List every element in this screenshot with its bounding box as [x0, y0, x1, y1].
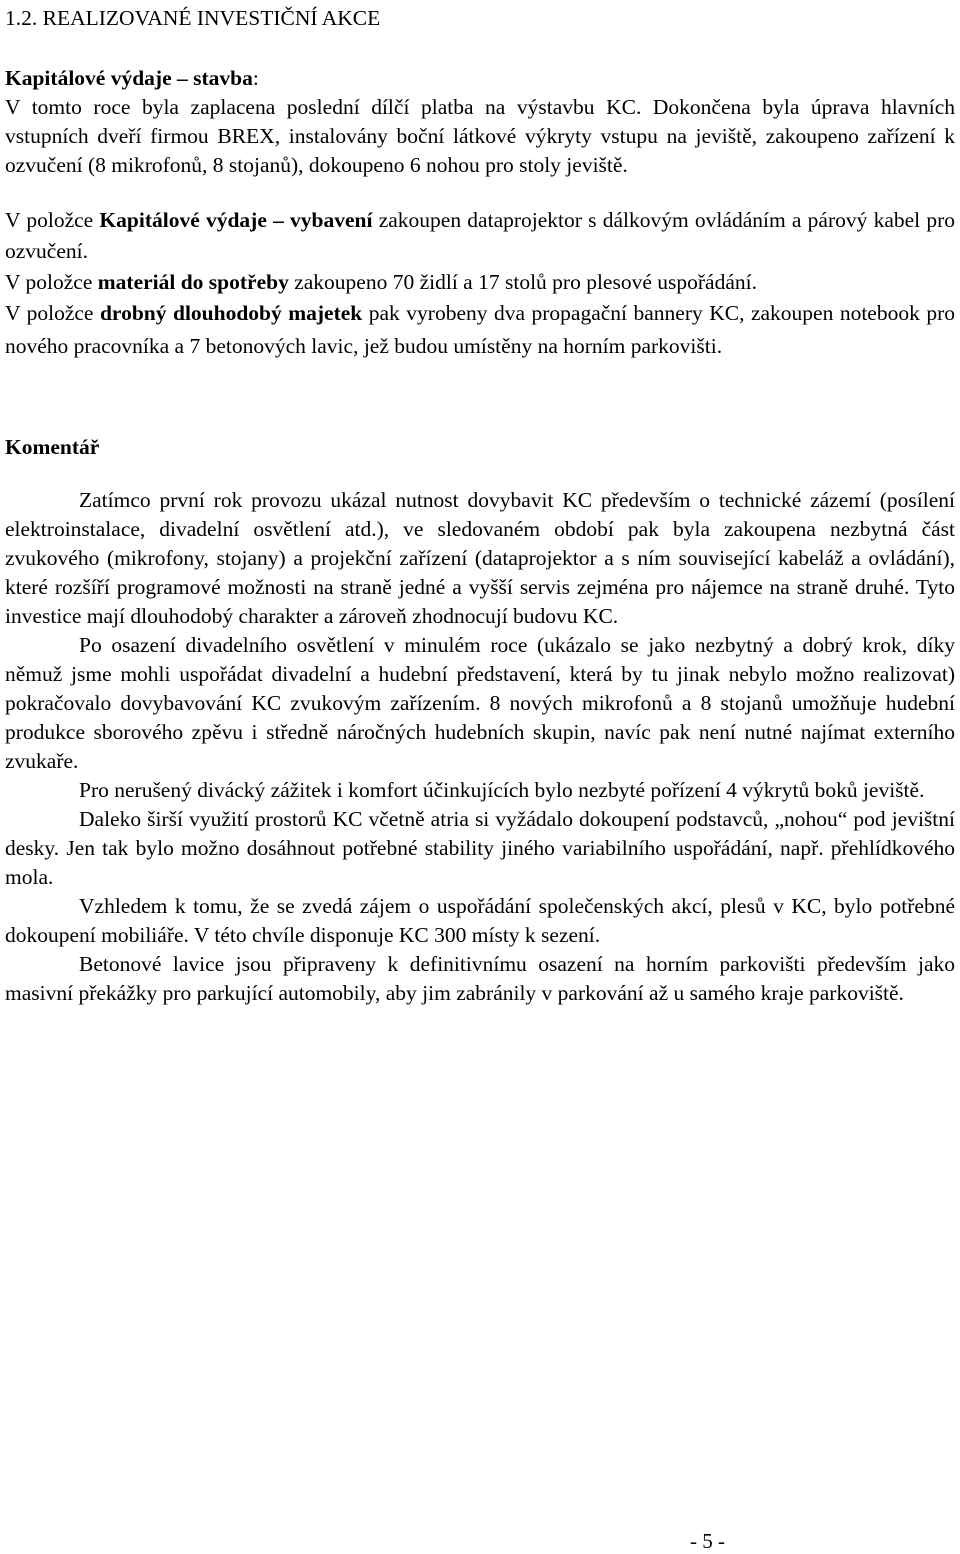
material-text: zakoupeno 70 židlí a 17 stolů pro plesové uspořádání. — [288, 270, 757, 294]
comment-paragraph: Betonové lavice jsou připraveny k definitivnímu osazení na horním parkovišti především jako masivní překážky pro parkující automobily, aby jim zabránily v parkování až u samého kraje parkoviště. — [5, 952, 955, 1005]
small-assets-bold: drobný dlouhodobý majetek — [99, 301, 363, 325]
small-assets-prefix: V položce — [5, 301, 100, 325]
small-assets-paragraph — [5, 297, 955, 363]
capex-equipment-paragraph — [5, 205, 955, 267]
material-paragraph — [5, 267, 955, 297]
comment-paragraph: Daleko širší využití prostorů KC včetně atria si vyžádalo dokoupení podstavců, „nohou“ pod jevištní desky. Jen tak bylo možno dosáhnout potřebné stability jiného variabilního uspořádání, např. přehlídkového mola. — [5, 807, 955, 889]
page-number-text: - 5 - — [690, 1529, 725, 1553]
capex-build-paragraph: V tomto roce byla zaplacena poslední dílčí platba na výstavbu KC. Dokončena byla úprava hlavních vstupních dveří firmou BREX, instalovány boční látkové výkryty vstupu na jeviště, zakoupeno zařízení k ozvučení (8 mikrofonů, 8 stojanů), dokoupeno 6 nohou pro stoly jeviště. — [5, 95, 955, 177]
comment-title: Komentář — [5, 435, 100, 459]
material-bold: materiál do spotřeby — [97, 270, 289, 294]
page-number — [0, 1528, 960, 1554]
small-assets-text: pak vyrobeny dva propagační bannery KC, zakoupen notebook pro nového pracovníka a 7 betonových lavic, jež budou umístěny na horním parkovišti. — [5, 301, 955, 358]
material-prefix: V položce — [5, 270, 98, 294]
section-heading: 1.2. REALIZOVANÉ INVESTIČNÍ AKCE — [5, 6, 381, 30]
comment-paragraph: Pro nerušený divácký zážitek i komfort účinkujících bylo nezbyté pořízení 4 výkrytů boků jeviště. — [79, 778, 925, 802]
capex-build-label-text: Kapitálové výdaje – stavba — [5, 66, 253, 90]
capex-equipment-text: zakoupen dataprojektor s dálkovým ovládáním a párový kabel pro ozvučení. — [5, 208, 956, 263]
comment-body — [5, 486, 955, 1008]
capex-build-label — [5, 64, 259, 92]
comment-paragraph: Vzhledem k tomu, že se zvedá zájem o uspořádání společenských akcí, plesů v KC, bylo potřebné dokoupení mobiliáře. V této chvíle disponuje KC 300 místy k sezení. — [5, 894, 955, 947]
capex-equipment-bold: Kapitálové výdaje – vybavení — [99, 208, 373, 232]
capex-equipment-prefix: V položce — [5, 208, 100, 232]
comment-paragraph: Po osazení divadelního osvětlení v minulém roce (ukázalo se jako nezbytný a dobrý krok, díky němuž jsme mohli uspořádat divadelní a hudební představení, která by tu jinak nebylo možno realizovat) pokračovalo dovybavování KC zvukovým zařízením. 8 nových mikrofonů a 8 stojanů umožňuje hudební produkce sborového zpěvu i středně náročných hudebních skupin, navíc pak není nutné najímat externího zvukaře. — [5, 633, 955, 773]
comment-paragraph: Zatímco první rok provozu ukázal nutnost dovybavit KC především o technické zázemí (posílení elektroinstalace, divadelní osvětlení atd.), ve sledovaném období pak byla zakoupena nezbytná část zvukového (mikrofony, stojany) a projekční zařízení (dataprojektor a s ním související kabeláž a ovládání), které rozšíří programové možnosti na straně jedné a vyšší servis zejména pro nájemce na straně druhé. Tyto investice mají dlouhodobý charakter a zároveň zhodnocují budovu KC. — [5, 488, 955, 628]
capex-build-colon: : — [252, 66, 259, 90]
